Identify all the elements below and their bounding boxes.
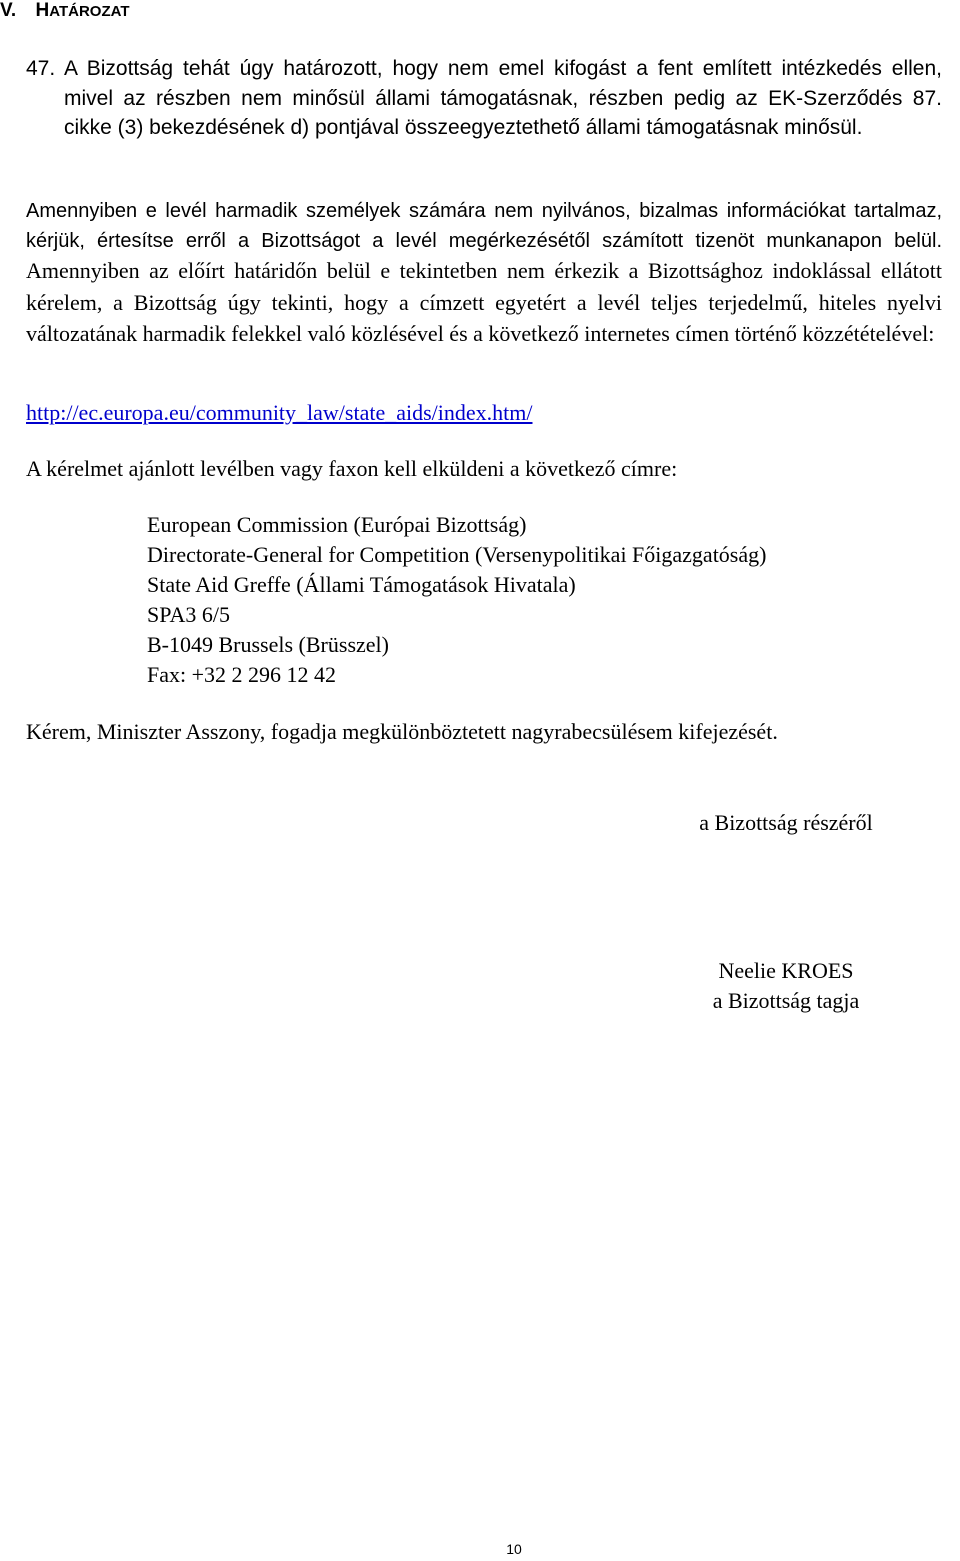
- signatory-role: a Bizottság tagja: [712, 988, 860, 1013]
- section-title: HATÁROZAT: [35, 0, 130, 21]
- address-line: Directorate-General for Competition (Versenypolitikai Főigazgatóság): [147, 542, 767, 567]
- address-line: State Aid Greffe (Állami Támogatások Hivatala): [147, 572, 576, 597]
- signature-block: [600, 956, 960, 1016]
- confidentiality-text-1: Amennyiben e levél harmadik személyek számára nem nyilvános, bizalmas információkat tartalmaz, kérjük, értesítse erről a Bizottságot a levél megérkezésétől számított tizenöt munkanapon belül.: [26, 200, 942, 252]
- state-aid-register-link[interactable]: http://ec.europa.eu/community_law/state_aids/index.htm/: [26, 400, 533, 425]
- address-line: European Commission (Európai Bizottság): [147, 512, 527, 537]
- paragraph-text: A Bizottság tehát úgy határozott, hogy nem emel kifogást a fent említett intézkedés ellen, mivel az részben nem minősül állami támogatásnak, részben pedig az EK-Szerződés 87. cikke (3) bekezdésének d) pontjával összeegyeztethető állami támogatásnak minősül.: [64, 57, 942, 139]
- signatory-name: Neelie KROES: [718, 958, 854, 983]
- fax-number: Fax: +32 2 296 12 42: [147, 662, 337, 687]
- section-number: V.: [0, 0, 17, 21]
- on-behalf-line: a Bizottság részéről: [699, 810, 873, 835]
- section-heading: [0, 0, 130, 23]
- closing-formula: Kérem, Miniszter Asszony, fogadja megkülönböztetett nagyrabecsülésem kifejezését.: [26, 719, 778, 744]
- paragraph-number: 47.: [26, 57, 56, 80]
- address-line: SPA3 6/5: [147, 602, 230, 627]
- paragraph-47: [26, 54, 942, 143]
- page-number: 10: [506, 1541, 522, 1557]
- send-instruction: A kérelmet ajánlott levélben vagy faxon kell elküldeni a következő címre:: [26, 456, 678, 481]
- confidentiality-paragraph: [26, 197, 942, 351]
- address-line: B-1049 Brussels (Brüsszel): [147, 632, 389, 657]
- confidentiality-text-2: Amennyiben az előírt határidőn belül e tekintetben nem érkezik a Bizottsághoz indoklással ellátott kérelem, a Bizottság úgy tekinti, hogy a címzett egyetért a levél teljes terjedelmű, hiteles nyelvi változatának harmadik felekkel való közlésével és a következő internetes címen történő közzétételével:: [26, 258, 942, 346]
- postal-address: [147, 510, 766, 690]
